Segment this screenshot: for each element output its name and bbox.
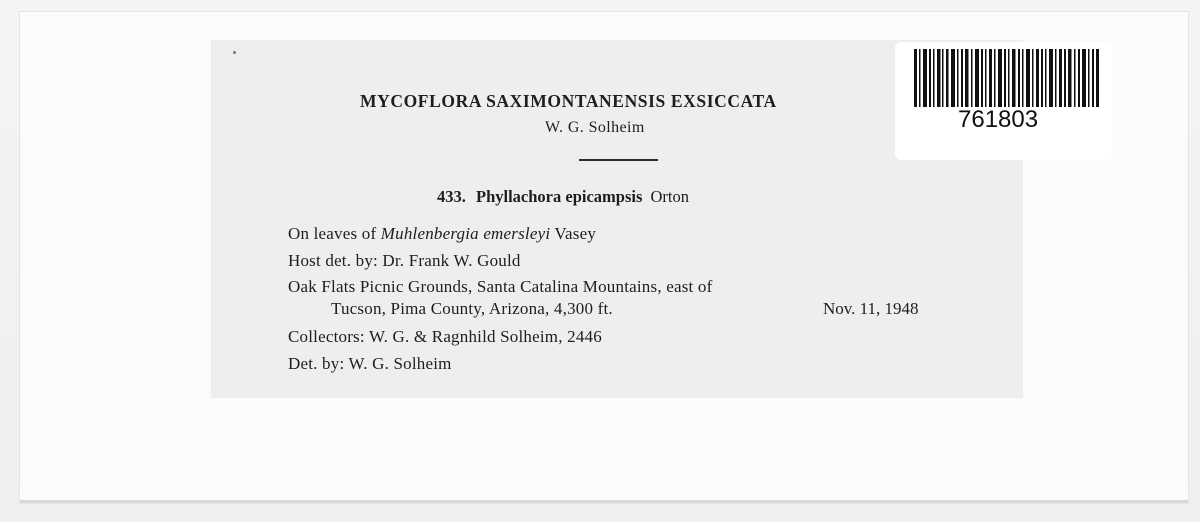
barcode-number: 761803 [958,106,1039,133]
species-heading [437,187,689,207]
host-line [288,224,596,244]
host-determiner: Host det. by: Dr. Frank W. Gould [288,251,521,270]
collectors-line: Collectors: W. G. & Ragnhild Solheim, 2446 [288,327,602,346]
barcode-graphic [914,49,1099,107]
dust-speck [233,51,236,54]
collection-date: Nov. 11, 1948 [823,299,919,318]
species-name: Phyllachora epicampsis [476,187,643,206]
species-authority: Orton [650,187,690,206]
determiner-line: Det. by: W. G. Solheim [288,354,452,373]
locality-line-1: Oak Flats Picnic Grounds, Santa Catalina Mountains, east of [288,277,713,296]
host-name: Muhlenbergia emersleyi [380,224,551,243]
locality-line-2: Tucson, Pima County, Arizona, 4,300 ft. [331,299,613,318]
divider-rule [579,159,658,161]
host-authority: Vasey [554,224,597,243]
collection-title: MYCOFLORA SAXIMONTANENSIS EXSICCATA [360,91,777,111]
collection-author: W. G. Solheim [545,119,645,136]
host-prefix: On leaves of [288,224,377,243]
specimen-number: 433. [437,187,466,206]
